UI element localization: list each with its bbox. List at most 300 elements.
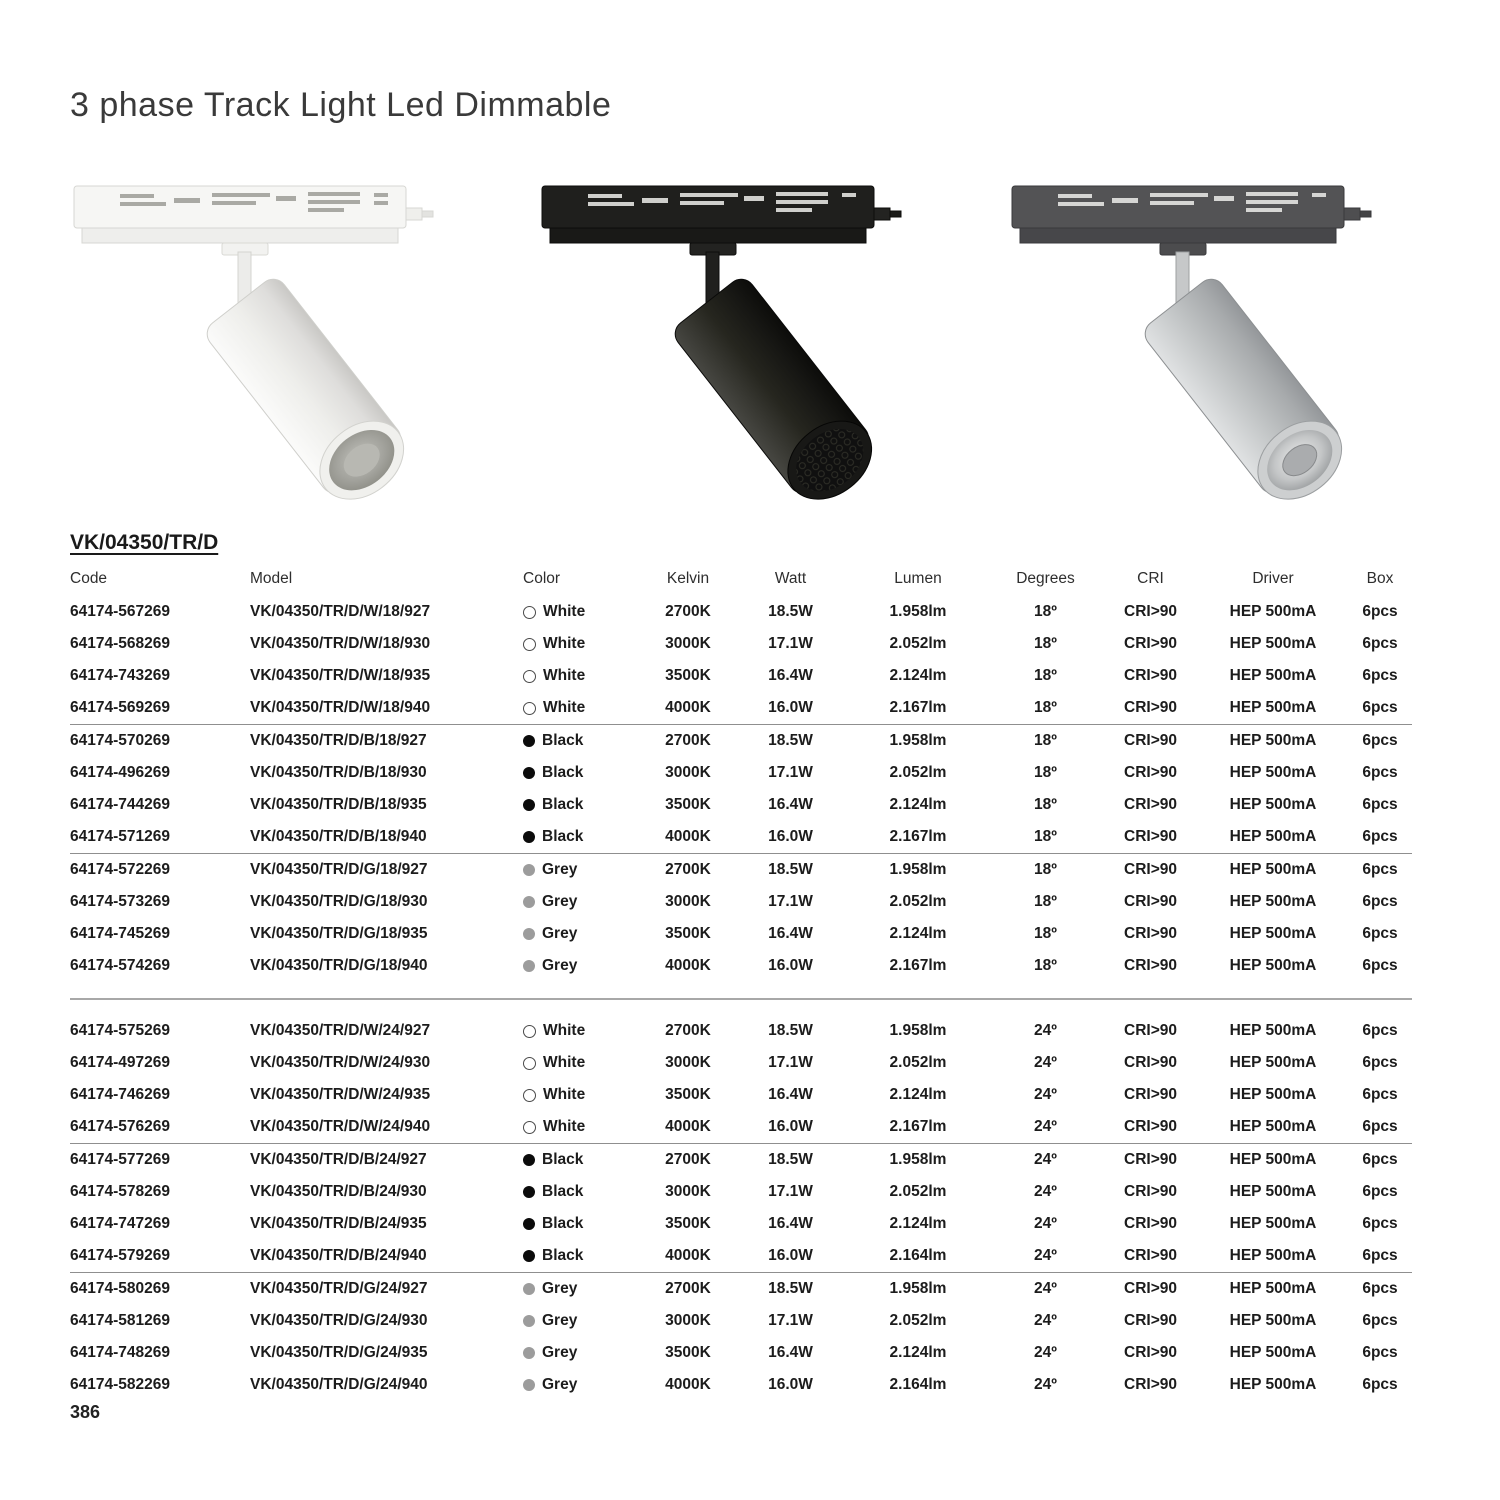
product-images-row [0, 178, 1500, 513]
cell-cri: CRI>90 [1124, 699, 1177, 716]
cell-watt: 16.0W [768, 699, 813, 716]
cell-watt: 16.0W [768, 1247, 813, 1264]
cell-box: 6pcs [1362, 1247, 1398, 1264]
table-row [70, 1144, 1412, 1176]
cell-code: 64174-569269 [70, 699, 170, 716]
cell-code: 64174-575269 [70, 1022, 170, 1039]
cell-lumen: 1.958lm [889, 603, 947, 620]
cell-driver: HEP 500mA [1229, 925, 1317, 942]
cell-lumen: 2.052lm [889, 893, 947, 910]
cell-driver: HEP 500mA [1229, 635, 1317, 652]
color-label: Grey [542, 925, 578, 942]
cell-lumen: 2.164lm [889, 1376, 947, 1393]
column-header-watt: Watt [774, 570, 807, 587]
cell-code: 64174-496269 [70, 764, 170, 781]
cell-lumen: 2.167lm [889, 699, 947, 716]
cell-cri: CRI>90 [1124, 796, 1177, 813]
table-row [70, 789, 1412, 821]
cell-degrees: 24º [1034, 1376, 1057, 1393]
cell-watt: 18.5W [768, 732, 813, 749]
color-cell [523, 1118, 643, 1136]
cell-model: VK/04350/TR/D/B/24/930 [250, 1183, 427, 1200]
page-number: 386 [70, 1402, 101, 1422]
color-cell [523, 1151, 643, 1169]
color-label: Grey [542, 1376, 578, 1393]
color-dot-grey [523, 1347, 535, 1359]
cell-model: VK/04350/TR/D/G/18/935 [250, 925, 428, 942]
cell-kelvin: 2700K [665, 1022, 711, 1039]
cell-box: 6pcs [1362, 1151, 1398, 1168]
cell-degrees: 18º [1034, 667, 1057, 684]
cell-kelvin: 3500K [665, 1086, 711, 1103]
color-label: Black [542, 1183, 584, 1200]
cell-model: VK/04350/TR/D/B/24/927 [250, 1151, 427, 1168]
color-cell [523, 1344, 643, 1362]
cell-model: VK/04350/TR/D/G/18/940 [250, 957, 428, 974]
color-dot-grey [523, 864, 535, 876]
cell-model: VK/04350/TR/D/W/18/935 [250, 667, 431, 684]
cell-box: 6pcs [1362, 828, 1398, 845]
cell-cri: CRI>90 [1124, 1215, 1177, 1232]
cell-watt: 16.0W [768, 1118, 813, 1135]
color-dot-white [523, 638, 536, 651]
cell-model: VK/04350/TR/D/G/24/927 [250, 1280, 428, 1297]
cell-cri: CRI>90 [1124, 1054, 1177, 1071]
cell-box: 6pcs [1362, 1118, 1398, 1135]
cell-driver: HEP 500mA [1229, 1280, 1317, 1297]
cell-driver: HEP 500mA [1229, 828, 1317, 845]
cell-code: 64174-577269 [70, 1151, 170, 1168]
white-track-light-illustration [62, 178, 472, 508]
product-image-black-track-light [530, 178, 940, 508]
cell-lumen: 1.958lm [889, 1280, 947, 1297]
cell-lumen: 2.124lm [889, 1344, 947, 1361]
cell-lumen: 1.958lm [889, 1022, 947, 1039]
color-label: Black [542, 828, 584, 845]
cell-code: 64174-748269 [70, 1344, 170, 1361]
cell-watt: 16.4W [768, 925, 813, 942]
color-dot-black [523, 831, 535, 843]
cell-driver: HEP 500mA [1229, 1215, 1317, 1232]
color-label: Black [542, 1247, 584, 1264]
color-cell [523, 1376, 643, 1394]
color-dot-grey [523, 960, 535, 972]
table-group-white-18 [70, 596, 1412, 725]
cell-degrees: 24º [1034, 1086, 1057, 1103]
cell-code: 64174-497269 [70, 1054, 170, 1071]
color-label: Grey [542, 861, 578, 878]
cell-lumen: 2.167lm [889, 957, 947, 974]
color-dot-grey [523, 1283, 535, 1295]
color-label: White [543, 635, 586, 652]
cell-cri: CRI>90 [1124, 667, 1177, 684]
cell-driver: HEP 500mA [1229, 1183, 1317, 1200]
cell-cri: CRI>90 [1124, 635, 1177, 652]
color-cell [523, 1215, 643, 1233]
cell-kelvin: 3000K [665, 893, 711, 910]
cell-box: 6pcs [1362, 1312, 1398, 1329]
cell-lumen: 2.124lm [889, 925, 947, 942]
cell-cri: CRI>90 [1124, 861, 1177, 878]
cell-degrees: 18º [1034, 732, 1057, 749]
cell-lumen: 2.167lm [889, 828, 947, 845]
column-header-driver: Driver [1252, 570, 1294, 587]
table-row [70, 1273, 1412, 1305]
cell-lumen: 2.164lm [889, 1247, 947, 1264]
color-label: Grey [542, 1312, 578, 1329]
cell-cri: CRI>90 [1124, 957, 1177, 974]
cell-model: VK/04350/TR/D/B/18/927 [250, 732, 427, 749]
cell-cri: CRI>90 [1124, 1312, 1177, 1329]
table-group-grey-24 [70, 1273, 1412, 1401]
color-label: Black [542, 1151, 584, 1168]
color-dot-black [523, 799, 535, 811]
cell-code: 64174-582269 [70, 1376, 170, 1393]
cell-kelvin: 2700K [665, 1151, 711, 1168]
cell-kelvin: 3000K [665, 635, 711, 652]
cell-kelvin: 3000K [665, 1312, 711, 1329]
cell-cri: CRI>90 [1124, 1376, 1177, 1393]
cell-model: VK/04350/TR/D/B/24/935 [250, 1215, 427, 1232]
color-cell [523, 893, 643, 911]
cell-degrees: 18º [1034, 861, 1057, 878]
cell-driver: HEP 500mA [1229, 1118, 1317, 1135]
cell-degrees: 24º [1034, 1022, 1057, 1039]
column-header-cri: CRI [1137, 570, 1164, 587]
cell-model: VK/04350/TR/D/W/24/935 [250, 1086, 431, 1103]
cell-watt: 17.1W [768, 1054, 813, 1071]
color-dot-white [523, 1057, 536, 1070]
cell-driver: HEP 500mA [1229, 732, 1317, 749]
cell-kelvin: 3500K [665, 796, 711, 813]
product-image-grey-track-light [1000, 178, 1410, 508]
column-header-kelvin: Kelvin [666, 570, 710, 587]
cell-degrees: 18º [1034, 925, 1057, 942]
cell-lumen: 2.052lm [889, 1312, 947, 1329]
table-row [70, 950, 1412, 982]
cell-kelvin: 4000K [665, 1376, 711, 1393]
cell-cri: CRI>90 [1124, 1247, 1177, 1264]
cell-degrees: 18º [1034, 957, 1057, 974]
table-row [70, 1305, 1412, 1337]
cell-degrees: 18º [1034, 635, 1057, 652]
color-dot-grey [523, 1379, 535, 1391]
cell-driver: HEP 500mA [1229, 957, 1317, 974]
cell-model: VK/04350/TR/D/G/24/935 [250, 1344, 428, 1361]
cell-code: 64174-745269 [70, 925, 170, 942]
cell-kelvin: 3500K [665, 925, 711, 942]
table-row [70, 1079, 1412, 1111]
table-row [70, 660, 1412, 692]
cell-code: 64174-744269 [70, 796, 170, 813]
cell-kelvin: 2700K [665, 603, 711, 620]
cell-degrees: 24º [1034, 1280, 1057, 1297]
cell-box: 6pcs [1362, 1022, 1398, 1039]
cell-degrees: 24º [1034, 1247, 1057, 1264]
table-row [70, 1337, 1412, 1369]
cell-cri: CRI>90 [1124, 1344, 1177, 1361]
cell-watt: 17.1W [768, 635, 813, 652]
cell-model: VK/04350/TR/D/W/24/927 [250, 1022, 431, 1039]
cell-cri: CRI>90 [1124, 764, 1177, 781]
cell-model: VK/04350/TR/D/B/18/930 [250, 764, 427, 781]
color-cell [523, 1054, 643, 1072]
cell-lumen: 2.124lm [889, 667, 947, 684]
cell-watt: 18.5W [768, 861, 813, 878]
color-dot-white [523, 1089, 536, 1102]
cell-driver: HEP 500mA [1229, 1344, 1317, 1361]
black-track-light-illustration [530, 178, 940, 508]
cell-code: 64174-576269 [70, 1118, 170, 1135]
cell-kelvin: 4000K [665, 1118, 711, 1135]
cell-box: 6pcs [1362, 699, 1398, 716]
column-header-degrees: Degrees [1016, 570, 1075, 587]
cell-lumen: 2.124lm [889, 1215, 947, 1232]
color-cell [523, 764, 643, 782]
cell-model: VK/04350/TR/D/B/24/940 [250, 1247, 427, 1264]
spec-table [70, 564, 1412, 1401]
table-row [70, 886, 1412, 918]
cell-driver: HEP 500mA [1229, 1054, 1317, 1071]
cell-code: 64174-574269 [70, 957, 170, 974]
color-dot-black [523, 1250, 535, 1262]
color-dot-black [523, 767, 535, 779]
cell-box: 6pcs [1362, 732, 1398, 749]
color-label: Black [542, 1215, 584, 1232]
cell-kelvin: 3000K [665, 1054, 711, 1071]
cell-degrees: 24º [1034, 1183, 1057, 1200]
cell-degrees: 24º [1034, 1215, 1057, 1232]
cell-code: 64174-579269 [70, 1247, 170, 1264]
cell-watt: 17.1W [768, 764, 813, 781]
cell-cri: CRI>90 [1124, 1183, 1177, 1200]
table-row [70, 757, 1412, 789]
color-cell [523, 603, 643, 621]
table-row [70, 725, 1412, 757]
color-label: White [543, 1022, 586, 1039]
table-row [70, 1111, 1412, 1143]
cell-kelvin: 3500K [665, 1215, 711, 1232]
cell-code: 64174-573269 [70, 893, 170, 910]
table-row [70, 692, 1412, 724]
cell-kelvin: 4000K [665, 699, 711, 716]
cell-box: 6pcs [1362, 1086, 1398, 1103]
cell-degrees: 18º [1034, 603, 1057, 620]
cell-watt: 18.5W [768, 1151, 813, 1168]
table-row [70, 1240, 1412, 1272]
color-cell [523, 635, 643, 653]
color-cell [523, 732, 643, 750]
table-row [70, 918, 1412, 950]
cell-lumen: 2.167lm [889, 1118, 947, 1135]
cell-box: 6pcs [1362, 796, 1398, 813]
cell-kelvin: 2700K [665, 1280, 711, 1297]
cell-degrees: 18º [1034, 764, 1057, 781]
cell-cri: CRI>90 [1124, 1086, 1177, 1103]
cell-code: 64174-581269 [70, 1312, 170, 1329]
cell-driver: HEP 500mA [1229, 1247, 1317, 1264]
cell-watt: 18.5W [768, 1022, 813, 1039]
color-label: White [543, 1118, 586, 1135]
cell-cri: CRI>90 [1124, 1280, 1177, 1297]
cell-driver: HEP 500mA [1229, 796, 1317, 813]
cell-lumen: 1.958lm [889, 1151, 947, 1168]
table-row [70, 854, 1412, 886]
cell-degrees: 18º [1034, 796, 1057, 813]
cell-cri: CRI>90 [1124, 1022, 1177, 1039]
cell-watt: 16.4W [768, 1086, 813, 1103]
cell-degrees: 24º [1034, 1151, 1057, 1168]
cell-degrees: 18º [1034, 828, 1057, 845]
cell-box: 6pcs [1362, 925, 1398, 942]
color-label: Black [542, 764, 584, 781]
cell-watt: 16.4W [768, 667, 813, 684]
color-dot-black [523, 735, 535, 747]
color-label: Black [542, 796, 584, 813]
cell-model: VK/04350/TR/D/W/18/930 [250, 635, 431, 652]
cell-box: 6pcs [1362, 893, 1398, 910]
color-cell [523, 1280, 643, 1298]
grey-track-light-illustration [1000, 178, 1410, 508]
color-cell [523, 1022, 643, 1040]
cell-watt: 17.1W [768, 893, 813, 910]
cell-model: VK/04350/TR/D/W/24/930 [250, 1054, 431, 1071]
color-label: Grey [542, 893, 578, 910]
table-group-grey-18 [70, 854, 1412, 1000]
cell-box: 6pcs [1362, 1183, 1398, 1200]
color-dot-white [523, 1025, 536, 1038]
cell-cri: CRI>90 [1124, 925, 1177, 942]
cell-code: 64174-567269 [70, 603, 170, 620]
product-code-heading: VK/04350/TR/D [70, 531, 219, 554]
table-row [70, 1176, 1412, 1208]
table-row [70, 596, 1412, 628]
cell-driver: HEP 500mA [1229, 603, 1317, 620]
cell-model: VK/04350/TR/D/G/18/930 [250, 893, 428, 910]
color-cell [523, 1247, 643, 1265]
cell-degrees: 24º [1034, 1118, 1057, 1135]
cell-code: 64174-743269 [70, 667, 170, 684]
column-header-color: Color [523, 570, 561, 587]
cell-box: 6pcs [1362, 1280, 1398, 1297]
cell-code: 64174-572269 [70, 861, 170, 878]
cell-code: 64174-746269 [70, 1086, 170, 1103]
color-label: White [543, 1054, 586, 1071]
cell-watt: 18.5W [768, 603, 813, 620]
cell-model: VK/04350/TR/D/G/18/927 [250, 861, 428, 878]
cell-kelvin: 4000K [665, 828, 711, 845]
color-label: White [543, 603, 586, 620]
column-header-model: Model [250, 570, 293, 587]
cell-degrees: 24º [1034, 1312, 1057, 1329]
cell-box: 6pcs [1362, 1215, 1398, 1232]
cell-cri: CRI>90 [1124, 828, 1177, 845]
cell-driver: HEP 500mA [1229, 1151, 1317, 1168]
color-dot-grey [523, 1315, 535, 1327]
color-cell [523, 667, 643, 685]
color-label: White [543, 667, 586, 684]
cell-watt: 16.4W [768, 1344, 813, 1361]
cell-kelvin: 2700K [665, 732, 711, 749]
color-cell [523, 796, 643, 814]
table-row [70, 628, 1412, 660]
cell-cri: CRI>90 [1124, 732, 1177, 749]
cell-box: 6pcs [1362, 764, 1398, 781]
cell-cri: CRI>90 [1124, 1151, 1177, 1168]
cell-code: 64174-747269 [70, 1215, 170, 1232]
cell-degrees: 18º [1034, 699, 1057, 716]
color-dot-white [523, 606, 536, 619]
color-dot-white [523, 670, 536, 683]
cell-degrees: 24º [1034, 1054, 1057, 1071]
color-dot-black [523, 1218, 535, 1230]
color-label: Black [542, 732, 584, 749]
cell-cri: CRI>90 [1124, 893, 1177, 910]
table-group-white-24 [70, 1015, 1412, 1144]
color-cell [523, 1183, 643, 1201]
color-dot-black [523, 1186, 535, 1198]
cell-kelvin: 3000K [665, 1183, 711, 1200]
color-dot-white [523, 1121, 536, 1134]
color-cell [523, 1312, 643, 1330]
color-label: White [543, 1086, 586, 1103]
cell-watt: 16.0W [768, 828, 813, 845]
cell-kelvin: 2700K [665, 861, 711, 878]
cell-code: 64174-580269 [70, 1280, 170, 1297]
cell-code: 64174-571269 [70, 828, 170, 845]
table-header-row [70, 564, 1412, 594]
cell-model: VK/04350/TR/D/G/24/930 [250, 1312, 428, 1329]
color-label: White [543, 699, 586, 716]
cell-lumen: 2.052lm [889, 1183, 947, 1200]
cell-watt: 18.5W [768, 1280, 813, 1297]
cell-lumen: 2.052lm [889, 1054, 947, 1071]
cell-driver: HEP 500mA [1229, 893, 1317, 910]
cell-kelvin: 3500K [665, 667, 711, 684]
color-cell [523, 957, 643, 975]
color-dot-black [523, 1154, 535, 1166]
cell-driver: HEP 500mA [1229, 699, 1317, 716]
cell-box: 6pcs [1362, 957, 1398, 974]
table-group-black-18 [70, 725, 1412, 854]
cell-lumen: 1.958lm [889, 732, 947, 749]
cell-box: 6pcs [1362, 667, 1398, 684]
cell-kelvin: 3500K [665, 1344, 711, 1361]
color-dot-grey [523, 896, 535, 908]
page-title: 3 phase Track Light Led Dimmable [70, 86, 612, 124]
color-dot-grey [523, 928, 535, 940]
table-row [70, 1208, 1412, 1240]
color-cell [523, 861, 643, 879]
cell-code: 64174-568269 [70, 635, 170, 652]
cell-box: 6pcs [1362, 1376, 1398, 1393]
cell-model: VK/04350/TR/D/B/18/940 [250, 828, 427, 845]
cell-driver: HEP 500mA [1229, 861, 1317, 878]
color-cell [523, 1086, 643, 1104]
cell-cri: CRI>90 [1124, 603, 1177, 620]
table-row [70, 1015, 1412, 1047]
table-row [70, 821, 1412, 853]
color-label: Grey [542, 1344, 578, 1361]
cell-kelvin: 4000K [665, 957, 711, 974]
product-image-white-track-light [62, 178, 472, 508]
color-label: Grey [542, 957, 578, 974]
cell-model: VK/04350/TR/D/B/18/935 [250, 796, 427, 813]
cell-model: VK/04350/TR/D/W/18/927 [250, 603, 431, 620]
cell-watt: 16.0W [768, 957, 813, 974]
cell-watt: 17.1W [768, 1312, 813, 1329]
table-group-black-24 [70, 1144, 1412, 1273]
